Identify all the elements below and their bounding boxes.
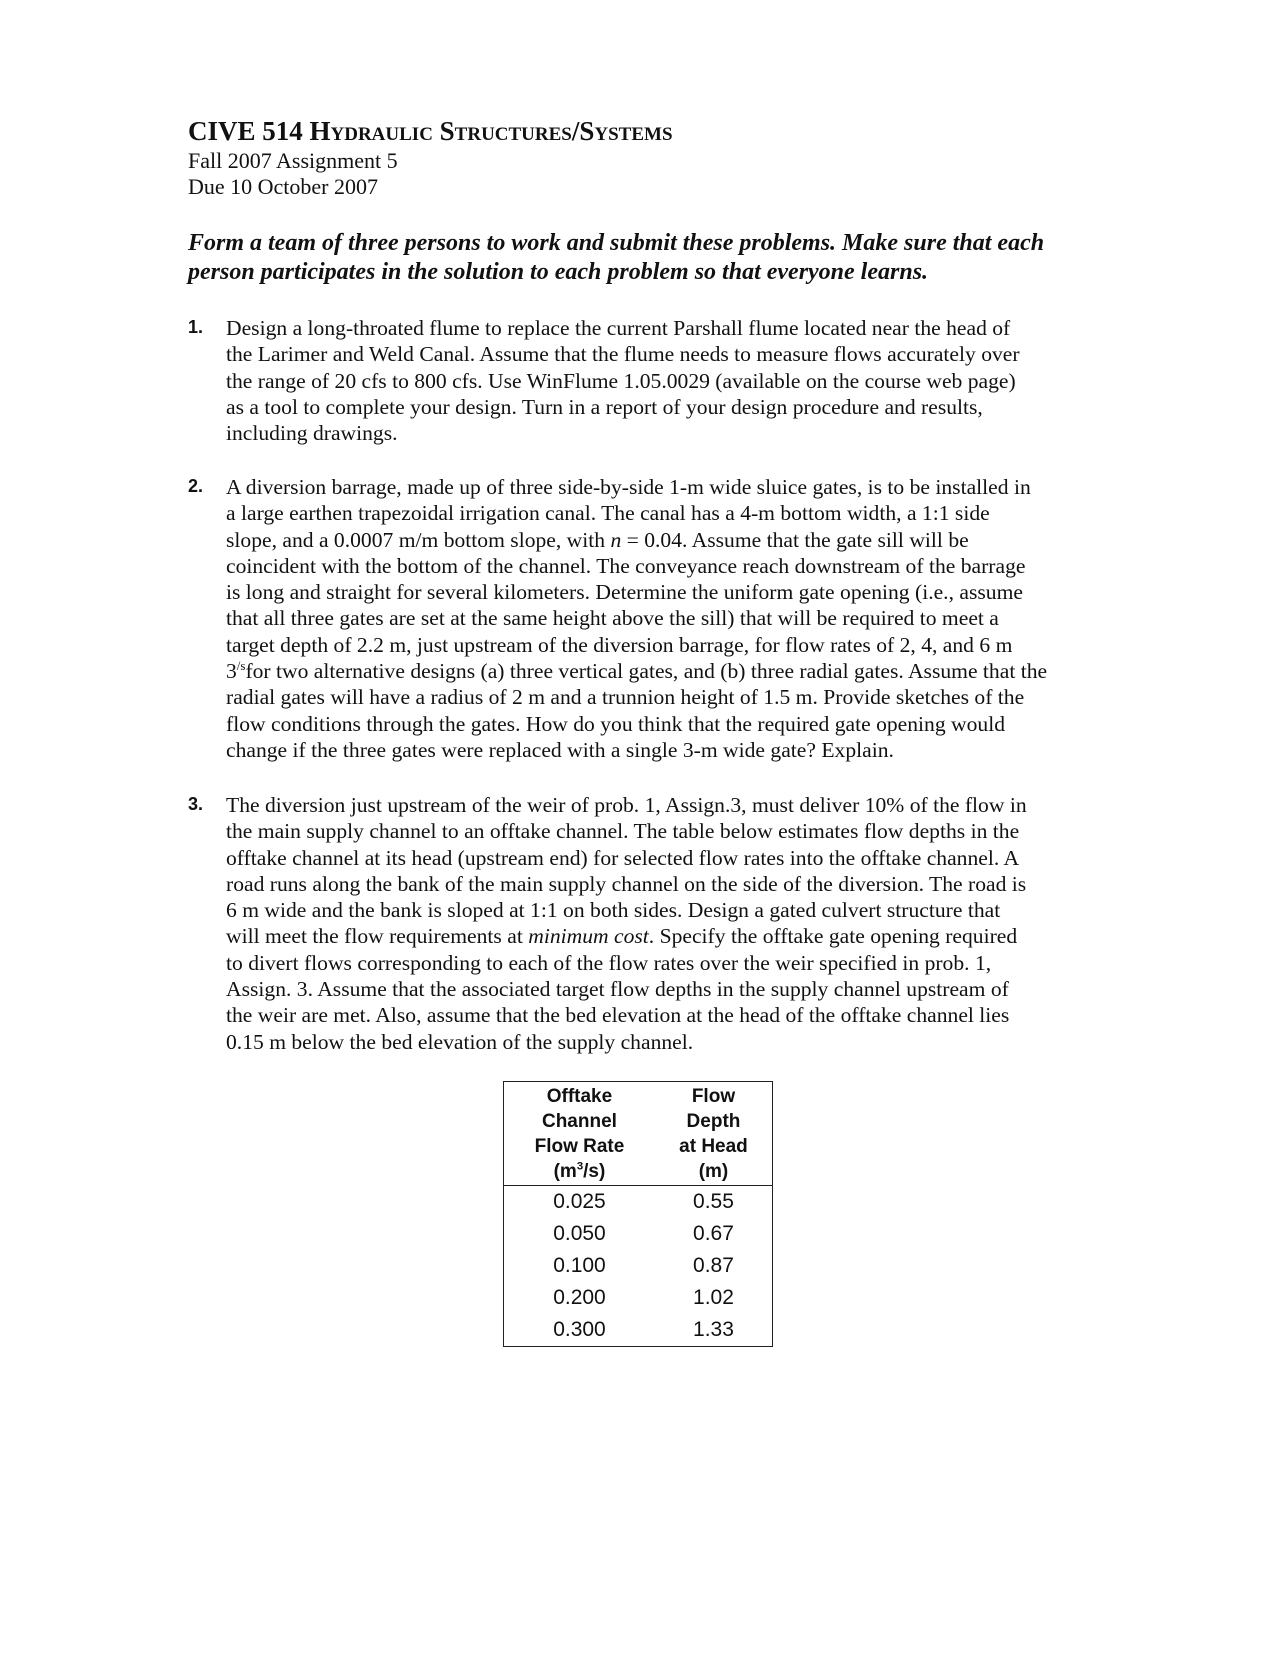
text-run: 3 bbox=[226, 659, 237, 684]
text-run: = 0.04. Assume that the gate sill will be bbox=[621, 527, 969, 552]
problem-line: a large earthen trapezoidal irrigation canal. The canal has a 4-m bottom width, a 1:1 side bbox=[226, 501, 990, 526]
problem-line: Assign. 3. Assume that the associated target flow depths in the supply channel upstream of bbox=[226, 977, 1009, 1002]
problem-1 bbox=[188, 315, 1088, 446]
flow-depth-cell: 1.02 bbox=[693, 1286, 734, 1309]
problem-line: The diversion just upstream of the weir of prob. 1, Assign.3, must deliver 10% of the flow in bbox=[226, 793, 1027, 817]
course-name: Hydraulic Structures/Systems bbox=[309, 116, 673, 146]
problem-line: as a tool to complete your design. Turn in a report of your design procedure and results, bbox=[226, 394, 983, 419]
problem-number: 2. bbox=[188, 476, 204, 496]
problem-line: including drawings. bbox=[226, 421, 398, 446]
due-date: Due 10 October 2007 bbox=[188, 174, 379, 199]
problem-line: A diversion barrage, made up of three side-by-side 1-m wide sluice gates, is to be installed in bbox=[226, 475, 1031, 499]
problem-3 bbox=[188, 792, 1088, 1055]
problem-line: target depth of 2.2 m, just upstream of the diversion barrage, for flow rates of 2, 4, and 6 m bbox=[226, 632, 1013, 657]
text-run: slope, and a 0.0007 m/m bottom slope, with bbox=[226, 527, 611, 552]
problem-line bbox=[226, 658, 1088, 684]
header-flow-depth bbox=[655, 1082, 773, 1186]
instructions-line: person participates in the solution to each problem so that everyone learns. bbox=[188, 259, 929, 285]
team-instructions bbox=[188, 229, 1098, 287]
problem-text bbox=[226, 792, 1088, 1055]
header-line bbox=[506, 1159, 653, 1184]
problem-line: the weir are met. Also, assume that the bed elevation at the head of the offtake channel lies bbox=[226, 1003, 1010, 1028]
course-title bbox=[188, 114, 673, 148]
table-header-row bbox=[504, 1082, 773, 1186]
table-row bbox=[504, 1314, 773, 1347]
problem-line: 0.15 m below the bed elevation of the supply channel. bbox=[226, 1029, 694, 1054]
problem-number: 3. bbox=[188, 794, 204, 814]
instructions-line: Form a team of three persons to work and submit these problems. Make sure that each bbox=[188, 230, 1045, 256]
flow-depth-cell: 0.55 bbox=[693, 1190, 734, 1213]
superscript: /s bbox=[236, 657, 246, 673]
header-flow-rate bbox=[504, 1082, 655, 1186]
problem-line: that all three gates are set at the same height above the sill) that will be required to meet a bbox=[226, 606, 999, 631]
problem-line: coincident with the bottom of the channel. The conveyance reach downstream of the barrage bbox=[226, 553, 1026, 578]
table-row bbox=[504, 1218, 773, 1250]
assignment-term: Fall 2007 Assignment 5 bbox=[188, 148, 398, 173]
problem-line bbox=[226, 923, 1088, 949]
problem-line: flow conditions through the gates. How do you think that the required gate opening would bbox=[226, 711, 1006, 736]
problem-number: 1. bbox=[188, 317, 204, 337]
text-run: (m bbox=[553, 1161, 577, 1182]
problem-text bbox=[226, 315, 1088, 446]
problem-line: Design a long-throated flume to replace the current Parshall flume located near the head of bbox=[226, 316, 1011, 340]
problem-line: the Larimer and Weld Canal. Assume that the flume needs to measure flows accurately over bbox=[226, 342, 1020, 367]
problem-text bbox=[226, 474, 1088, 763]
problem-line: is long and straight for several kilometers. Determine the uniform gate opening (i.e., assume bbox=[226, 580, 1023, 605]
header-line: at Head bbox=[679, 1136, 748, 1157]
text-run: for two alternative designs (a) three vertical gates, and (b) three radial gates. Assume that the bbox=[245, 659, 1048, 684]
problem-line: offtake channel at its head (upstream end) for selected flow rates into the offtake channel. A bbox=[226, 845, 1020, 870]
flow-depth-table bbox=[503, 1081, 773, 1347]
header-line: Offtake bbox=[546, 1086, 613, 1107]
problem-line: the range of 20 cfs to 800 cfs. Use WinFlume 1.05.0029 (available on the course web page) bbox=[226, 368, 1016, 393]
problem-line: change if the three gates were replaced with a single 3-m wide gate? Explain. bbox=[226, 737, 894, 762]
flow-depth-cell: 1.33 bbox=[693, 1318, 734, 1341]
table-row bbox=[504, 1250, 773, 1282]
superscript: 3 bbox=[576, 1160, 584, 1173]
flow-rate-cell: 0.050 bbox=[553, 1222, 606, 1245]
course-code: CIVE 514 bbox=[188, 116, 303, 146]
header-line: Channel bbox=[541, 1111, 617, 1132]
problem-line: road runs along the bank of the main supply channel on the side of the diversion. The road is bbox=[226, 871, 1027, 896]
flow-rate-cell: 0.025 bbox=[553, 1190, 606, 1213]
manning-n: n bbox=[610, 527, 622, 552]
text-run: . Specify the offtake gate opening required bbox=[648, 924, 1018, 949]
header-line: Flow bbox=[691, 1086, 736, 1107]
header-line: Depth bbox=[686, 1111, 741, 1132]
flow-rate-cell: 0.300 bbox=[553, 1318, 606, 1341]
problem-line: to divert flows corresponding to each of the flow rates over the weir specified in prob. 1, bbox=[226, 950, 992, 975]
problem-line: 6 m wide and the bank is sloped at 1:1 on both sides. Design a gated culvert structure that bbox=[226, 898, 1001, 923]
table-row bbox=[504, 1186, 773, 1219]
flow-rate-cell: 0.100 bbox=[553, 1254, 606, 1277]
table-row bbox=[504, 1282, 773, 1314]
flow-rate-cell: 0.200 bbox=[553, 1286, 606, 1309]
header-line: (m) bbox=[698, 1161, 729, 1182]
problem-line: the main supply channel to an offtake channel. The table below estimates flow depths in the bbox=[226, 819, 1020, 844]
flow-depth-cell: 0.87 bbox=[693, 1254, 734, 1277]
emphasis-minimum-cost: minimum cost bbox=[528, 924, 649, 949]
problem-2 bbox=[188, 474, 1088, 763]
text-run: will meet the flow requirements at bbox=[226, 924, 529, 949]
problem-line: radial gates will have a radius of 2 m and a trunnion height of 1.5 m. Provide sketches of the bbox=[226, 685, 1025, 710]
flow-depth-cell: 0.67 bbox=[693, 1222, 734, 1245]
problem-line bbox=[226, 527, 1088, 553]
text-run: /s) bbox=[583, 1161, 606, 1182]
header-line: Flow Rate bbox=[534, 1136, 625, 1157]
document-header bbox=[188, 114, 673, 200]
